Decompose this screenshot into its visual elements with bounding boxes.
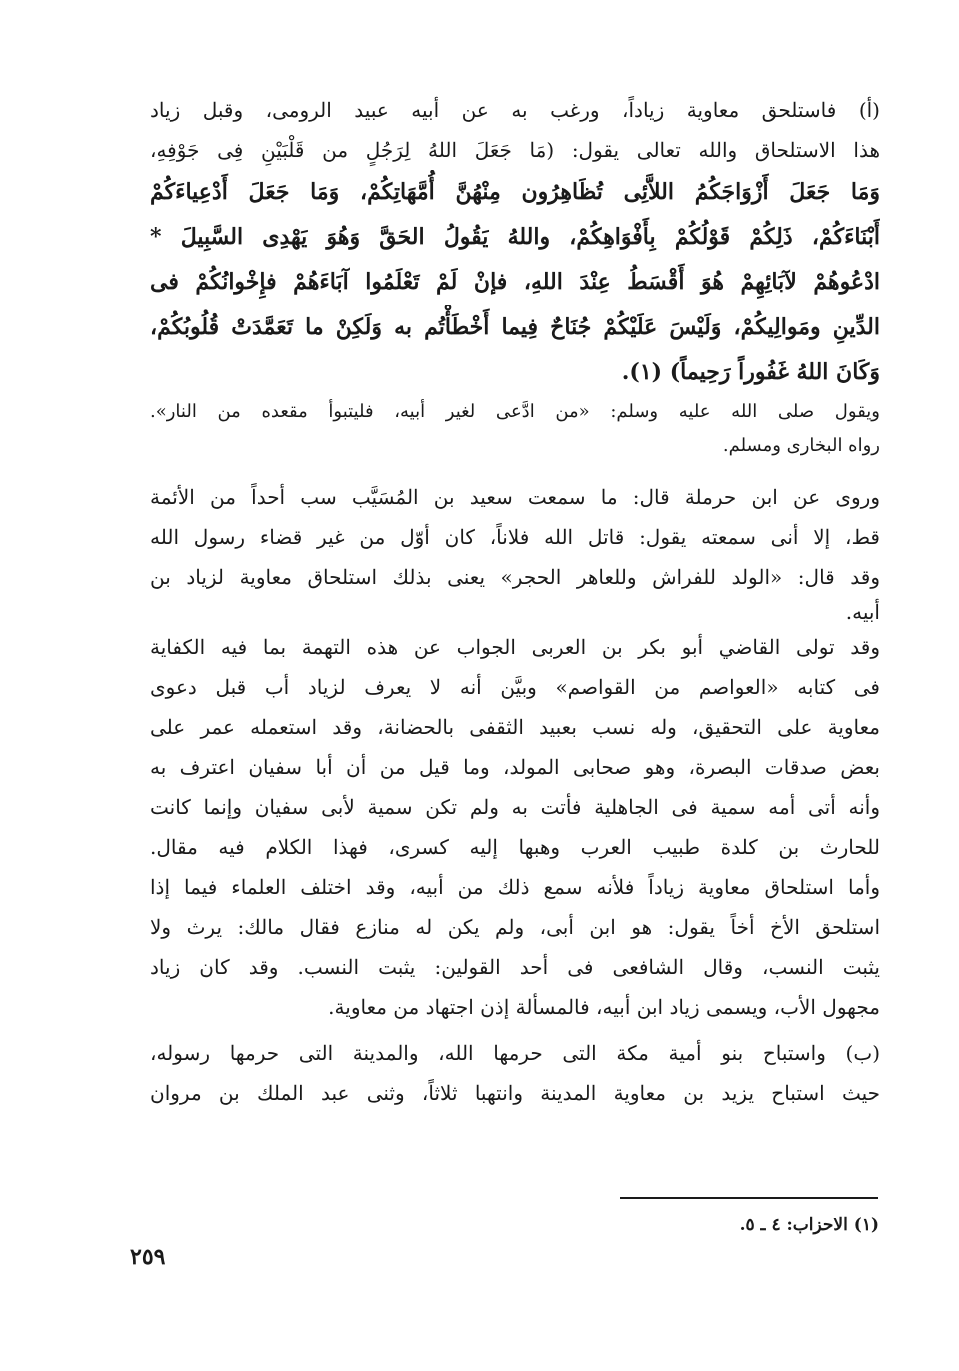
text-line: فى كتابه «العواصم من القواصم» وبيَّن أنه لا يعرف لزياد أب قبل دعوى [150,675,880,699]
text-line: حيث استباح يزيد بن معاوية المدينة وانتهبا ثلاثاً، وثنى عبد الملك بن مروان [150,1081,880,1105]
hadith-block [150,395,880,463]
text-line: مجهول الأب، ويسمى زياد ابن أبيه، فالمسألة إذن اجتهاد من معاوية. [328,995,880,1019]
paragraph-3 [150,627,880,1027]
hadith-line: ويقول صلى الله عليه وسلم: «من ادَّعى لغير أبيه، فليتبوأ مقعده من النار». [150,401,880,422]
text-line: وقد قال: «الولد للفراش وللعاهر الحجر» يعنى بذلك استلحاق معاوية لزياد بن [150,565,880,589]
text-line: قط، إلا أنى سمعته يقول: قاتل الله فلاناً، كان أوّل من غير قضاء رسول الله [150,525,880,549]
text-line: أبيه. [845,600,880,624]
text-line: معاوية على التحقيق، وله نسب بعبيد الثقفى بالحضانة، وقد استعمله عمر على [150,715,880,739]
text-line: يثبت النسب، وقال الشافعى فى أحد القولين: يثبت النسب. وقد كان زياد [150,955,880,979]
text-line: وروى عن ابن حرملة قال: ما سمعت سعيد بن المُسَيَّب سب أحداً من الأئمة [150,485,880,509]
text-line: استلحق الأخ أخاً يقول: هو ابن أبى، ولم يكن له منازع فقال مالك: يرث ولا [150,915,880,939]
text-line: وأنه أتى أمه سمية فى الجاهلية فأتت به ولم تكن سمية لأبى سفيان وإنما كانت [150,795,880,819]
text-line: وأما استلحاق معاوية زياداً فلأنه سمع ذلك من أبيه، وقد اختلف العلماء فيما إذا [150,875,880,899]
quran-verse [150,170,880,395]
quran-line: وَمَا جَعَلَ أَزْوَاجَكُمُ اللاَّئِى تُظَاهِرُون مِنْهُنَّ أُمَّهَاتِكُمْ، وَمَا جَعَلَ أَدْعِياءَكُمْ [150,179,880,205]
quran-line: أَبْنَاءَكُمْ، ذَلِكُمْ قَوْلُكُمْ بِأَفْوَاهِكُمْ، واللهُ يَقُولُ الحَقَّ وَهُوَ يَهْدِى السَّبِيلَ * [150,224,880,250]
footnote-divider [620,1197,878,1199]
text-line: هذا الاستلحاق والله تعالى يقول: (مَا جَعَلَ اللهُ لِرَجُلٍ من قَلْبَيْنِ فِى جَوْفِهِ، [150,138,880,162]
page-number: ٢٥٩ [130,1244,166,1270]
paragraph-b [150,1033,880,1113]
quran-line: الدِّينِ ومَوالِيكُمْ، وَلَيْسَ عَلَيْكُمْ جُنَاحٌ فِيما أَخْطَأْتُم به وَلَكِنْ ما تَعَمَّدَتْ قُلُوبُكُمْ، [150,314,880,340]
text-line: (ب) واستباح بنو أمية مكة التى حرمها الله، والمدينة التى حرمها رسوله، [150,1041,880,1065]
paragraph-2 [150,477,880,627]
quran-line: وَكَانَ اللهُ غَفُوراً رَحِيماً) (١). [621,359,880,385]
paragraph-a [150,90,880,170]
text-line: وقد تولى القاضي أبو بكر بن العربى الجواب عن هذه التهمة بما فيه الكفاية [150,635,880,659]
footnote: (١) الاحزاب: ٤ ـ ٥. [739,1215,879,1235]
text-line: للحارث بن كلدة طبيب العرب وهبها إليه كسرى، فهذا الكلام فيه مقال. [150,835,880,859]
hadith-line: رواه البخارى ومسلم. [722,435,880,456]
page-body [150,90,880,1113]
quran-line: ادْعُوهُمْ لآبَائِهِمْ هُوَ أَقْسَطُ عِنْدَ اللهِ، فإنْ لَمْ تَعْلَمُوا آبَاءَهُمْ فإِخْوانُكُمْ فى [150,269,880,295]
text-line: (أ) فاستلحق معاوية زياداً، ورغب به عن أبيه عبيد الرومى، وقبل زياد [150,98,880,122]
text-line: بعض صدقات البصرة، وهو صحابى المولد، وما قيل من أن أبا سفيان اعترف به [150,755,880,779]
